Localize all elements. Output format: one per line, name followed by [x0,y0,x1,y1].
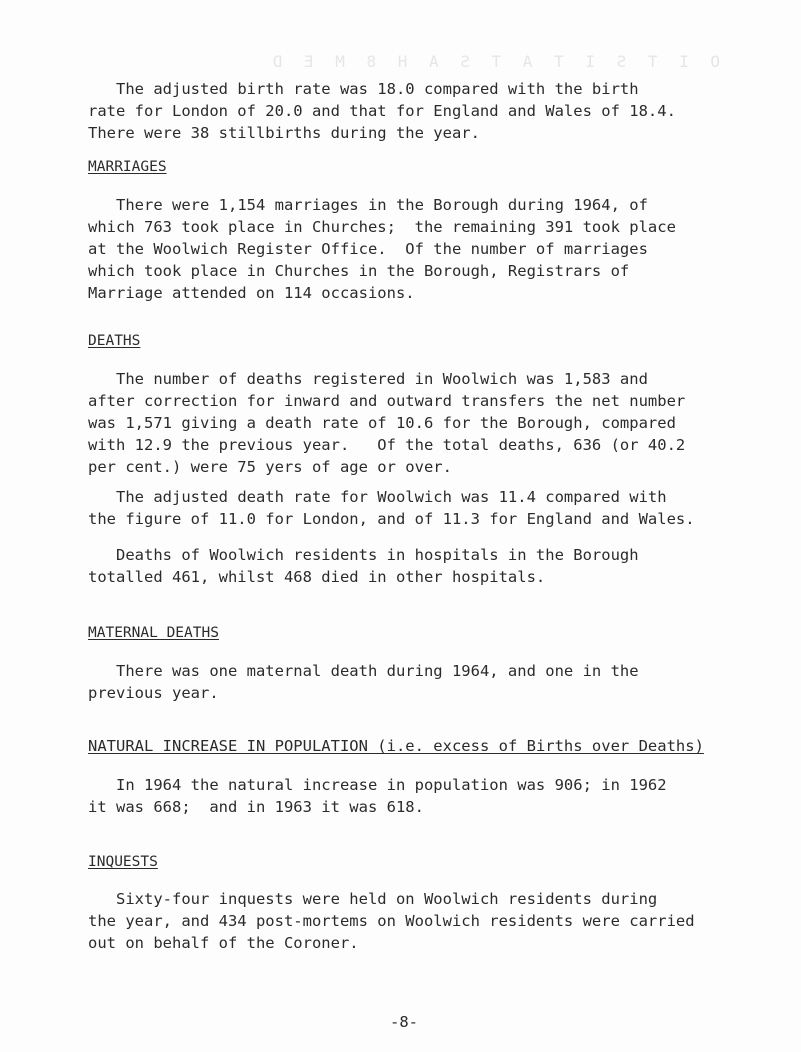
natural-increase-heading [88,737,704,755]
inquests-paragraph: Sixty-four inquests were held on Woolwich residents during the year, and 434 post-mortems on Woolwich residents were carried out on behalf of the Coroner. [88,890,695,952]
birth-rate-paragraph: The adjusted birth rate was 18.0 compared with the birth rate for London of 20.0 and that for England and Wales of 18.4. There were 38 stillbirths during the year. [88,80,676,142]
deaths-paragraph-hospitals: Deaths of Woolwich residents in hospitals in the Borough totalled 461, whilst 468 died in other hospitals. [88,546,639,586]
inquests-heading: INQUESTS [88,854,158,870]
deaths-paragraph-adjusted: The adjusted death rate for Woolwich was 11.4 compared with the figure of 11.0 for London, and of 11.3 for England and Wales. [88,488,695,528]
bleed-through-text: O I T S I T A T S A H 8 M E D [266,52,720,71]
deaths-heading: DEATHS [88,333,141,349]
maternal-deaths-heading: MATERNAL DEATHS [88,625,219,641]
page-number: -8- [390,1013,418,1031]
maternal-deaths-paragraph: There was one maternal death during 1964, and one in the previous year. [88,662,639,702]
natural-increase-paragraph: In 1964 the natural increase in population was 906; in 1962 it was 668; and in 1963 it was 618. [88,776,667,816]
natural-increase-heading-title: NATURAL INCREASE IN POPULATION [88,737,368,755]
marriages-heading: MARRIAGES [88,159,167,175]
deaths-paragraph-registered: The number of deaths registered in Woolwich was 1,583 and after correction for inward and outward transfers the net number was 1,571 giving a death rate of 10.6 for the Borough, compared with 12.9 the previous year. Of the total deaths, 636 (or 40.2 per cent.) were 75 yers of age or over. [88,370,686,476]
natural-increase-heading-note: (i.e. excess of Births over Deaths) [367,737,704,755]
marriages-paragraph: There were 1,154 marriages in the Borough during 1964, of which 763 took place in Churches; the remaining 391 took place at the Woolwich Register Office. Of the number of marriages which took place in Churches in the Borough, Registrars of Marriage attended on 114 occasions. [88,196,676,302]
